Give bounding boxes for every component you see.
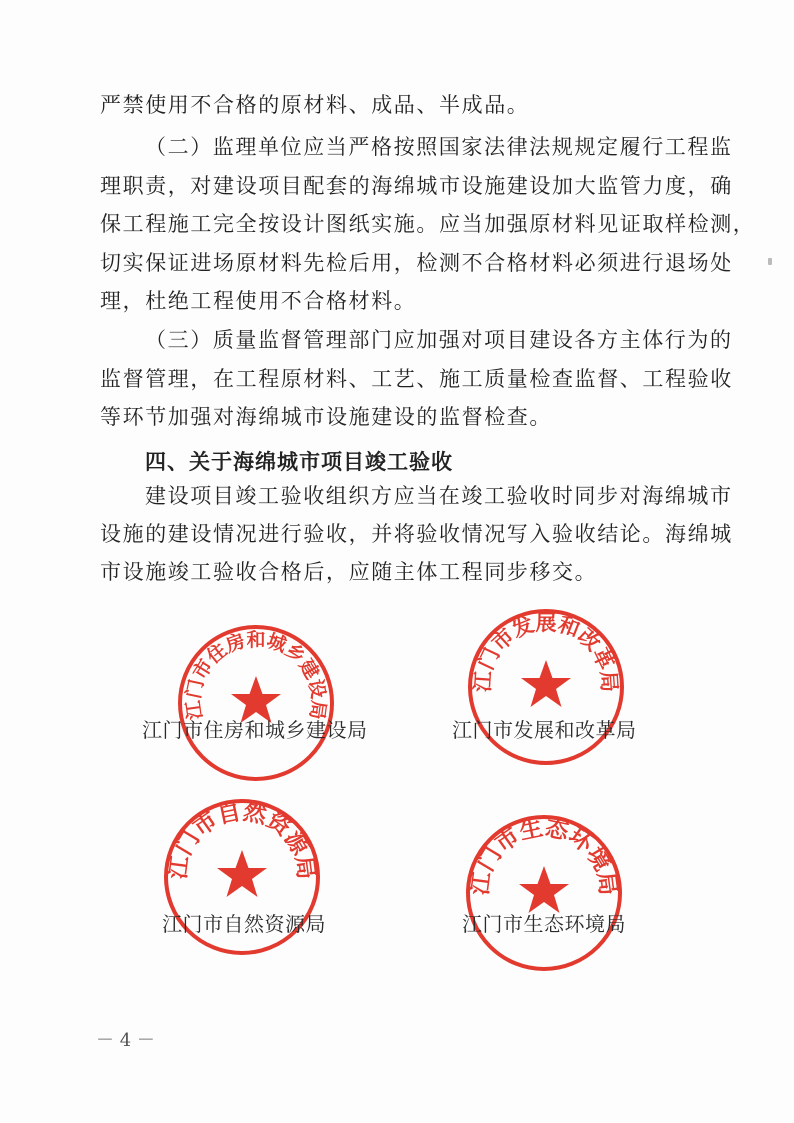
body-line: 建设项目竣工验收组织方应当在竣工验收时同步对海绵城市 (145, 484, 733, 508)
signature-label: 江门市生态环境局 (462, 912, 626, 936)
seal-star-icon (217, 850, 267, 897)
official-seal (176, 623, 336, 783)
body-line: （三）质量监督管理部门应加强对项目建设各方主体行为的 (145, 328, 733, 352)
official-seal (464, 813, 624, 973)
seal-text: 江门市住房和城乡建设局 (182, 628, 330, 721)
page-number: － 4 － (96, 1030, 155, 1051)
body-line: 监督管理，在工程原材料、工艺、施工质量检查监督、工程验收 (100, 367, 733, 391)
body-line: 切实保证进场原材料先检后用，检测不合格材料必须进行退场处 (100, 251, 733, 275)
seal-star-icon (521, 660, 571, 707)
signature-label: 江门市住房和城乡建设局 (142, 718, 368, 742)
seal-graphic (176, 623, 336, 783)
body-line: 保工程施工完全按设计图纸实施。应当加强原材料见证取样检测， (100, 212, 756, 236)
seal-text: 江门市自然资源局 (165, 799, 319, 881)
seal-text: 江门市发展和改革局 (470, 610, 622, 693)
seal-graphic (464, 813, 624, 973)
seal-graphic (466, 607, 626, 767)
body-line: 设施的建设情况进行验收，并将验收情况写入验收结论。海绵城 (100, 522, 733, 546)
signature-label: 江门市自然资源局 (162, 912, 326, 936)
scan-speck (768, 258, 772, 265)
section-heading: 四、关于海绵城市项目竣工验收 (145, 450, 453, 474)
body-line: 市设施竣工验收合格后，应随主体工程同步移交。 (100, 560, 598, 584)
body-line: 理职责，对建设项目配套的海绵城市设施建设加大监管力度，确 (100, 174, 733, 198)
official-seal (466, 607, 626, 767)
body-line: 理，杜绝工程使用不合格材料。 (100, 289, 417, 313)
signature-label: 江门市发展和改革局 (452, 718, 637, 742)
seal-star-icon (519, 866, 569, 913)
body-line: 严禁使用不合格的原材料、成品、半成品。 (100, 93, 530, 117)
body-line: 等环节加强对海绵城市设施建设的监督检查。 (100, 405, 552, 429)
body-line: （二）监理单位应当严格按照国家法律法规规定履行工程监 (145, 135, 733, 159)
seal-text: 江门市生态环境局 (467, 815, 621, 897)
